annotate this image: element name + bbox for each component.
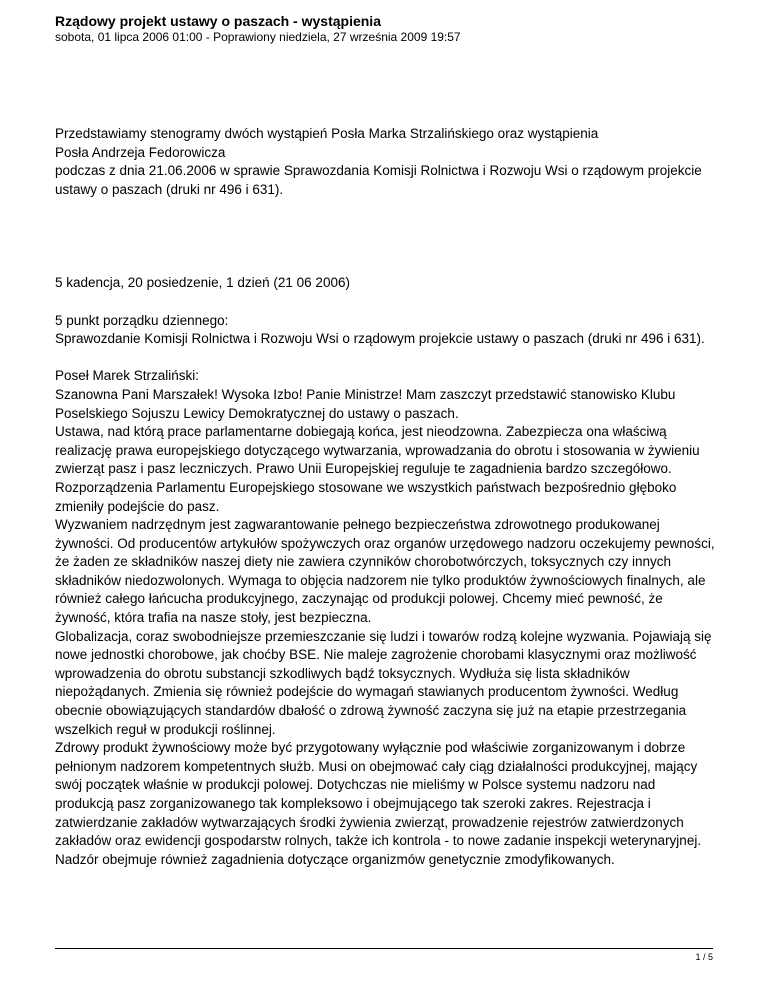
document-dates: sobota, 01 lipca 2006 01:00 - Poprawiony niedziela, 27 września 2009 19:57 [55,30,461,44]
agenda-point: 5 punkt porządku dziennego: [55,312,229,328]
agenda-paragraph [55,312,715,349]
speaker-name: Poseł Marek Strzaliński: [55,368,200,384]
session-info: 5 kadencja, 20 posiedzenie, 1 dzień (21 06 2006) [55,275,350,291]
page-number: 1 / 5 [695,952,713,962]
document-body [55,125,715,869]
speech-paragraph-1: Szanowna Pani Marszałek! Wysoka Izbo! Panie Ministrze! Mam zaszczyt przedstawić stanowisko Klubu Poselskiego Sojuszu Lewicy Demokratycznej do ustawy o paszach. [55,386,676,421]
document-title: Rządowy projekt ustawy o paszach - wystąpienia [55,13,381,29]
speech-paragraph-4: Globalizacja, coraz swobodniejsze przemieszczanie się ludzi i towarów rodzą kolejne wyzwania. Pojawiają się nowe jednostki chorobowe, jak choćby BSE. Nie maleje zagrożenie chorobami klasycznymi oraz możliwość wprowadzenia do obrotu substancji szkodliwych bądź toksycznych. Wydłuża się lista składników niepożądanych. Zmienia się również podejście do wymagań stawianych producentom żywności. Według obecnie obowiązujących standardów dbałość o zdrową żywność zaczyna się już na etapie przestrzegania wszelkich reguł w produkcji roślinnej. [55,628,712,737]
intro-paragraph [55,125,715,199]
speech-paragraph-3: Wyzwaniem nadrzędnym jest zagwarantowanie pełnego bezpieczeństwa zdrowotnego produkowanej żywności. Od producentów artykułów spożywczych oraz organów urzędowego nadzoru oczekujemy pewności, że żaden ze składników naszej diety nie zawiera czynników chorobotwórczych, toksycznych czy innych składników niedozwolonych. Wymaga to objęcia nadzorem nie tylko produktów żywnościowych finalnych, ale również całego łańcucha produkcyjnego, zaczynając od produkcji polowej. Chcemy mieć pewność, że żywność, która trafia na nasze stoły, jest bezpieczna. [55,517,715,626]
intro-line-3: podczas z dnia 21.06.2006 w sprawie Sprawozdania Komisji Rolnictwa i Rozwoju Wsi o rządowym projekcie ustawy o paszach (druki nr 496 i 631). [55,163,702,197]
intro-line-2: Posła Andrzeja Fedorowicza [55,144,226,160]
intro-line-1: Przedstawiamy stenogramy dwóch wystąpień Posła Marka Strzalińskiego oraz wystąpienia [55,126,599,141]
speech-paragraph-5: Zdrowy produkt żywnościowy może być przygotowany wyłącznie pod właściwie zorganizowanym i dobrze pełnionym nadzorem kompetentnych służb. Musi on obejmować cały ciąg działalności produkcyjnej, mający swój początek właśnie w produkcji polowej. Dotychczas nie mieliśmy w Polsce systemu nadzoru nad produkcją pasz zorganizowanego tak kompleksowo i obejmującego tak szeroki zakres. Rejestracja i zatwierdzanie zakładów wytwarzających środki żywienia zwierząt, prowadzenie rejestrów zatwierdzonych zakładów oraz ewidencji gospodarstw rolnych, także ich kontrola - to nowe zadanie inspekcji weterynaryjnej. Nadzór obejmuje również zagadnienia dotyczące organizmów genetycznie zmodyfikowanych. [55,740,702,867]
footer-divider [55,948,713,949]
agenda-topic: Sprawozdanie Komisji Rolnictwa i Rozwoju Wsi o rządowym projekcie ustawy o paszach (druki nr 496 i 631). [55,331,705,347]
document-header [55,12,715,45]
speech-paragraph-2: Ustawa, nad którą prace parlamentarne dobiegają końca, jest nieodzowna. Zabezpiecza ona właściwą realizację prawa europejskiego dotyczącego wytwarzania, wprowadzania do obrotu i stosowania w żywieniu zwierząt pasz i pasz leczniczych. Prawo Unii Europejskiej reguluje te zagadnienia bardzo szczegółowo. Rozporządzenia Parlamentu Europejskiego stosowane we wszystkich państwach bezpośrednio głęboko zmieniły podejście do pasz. [55,424,700,514]
